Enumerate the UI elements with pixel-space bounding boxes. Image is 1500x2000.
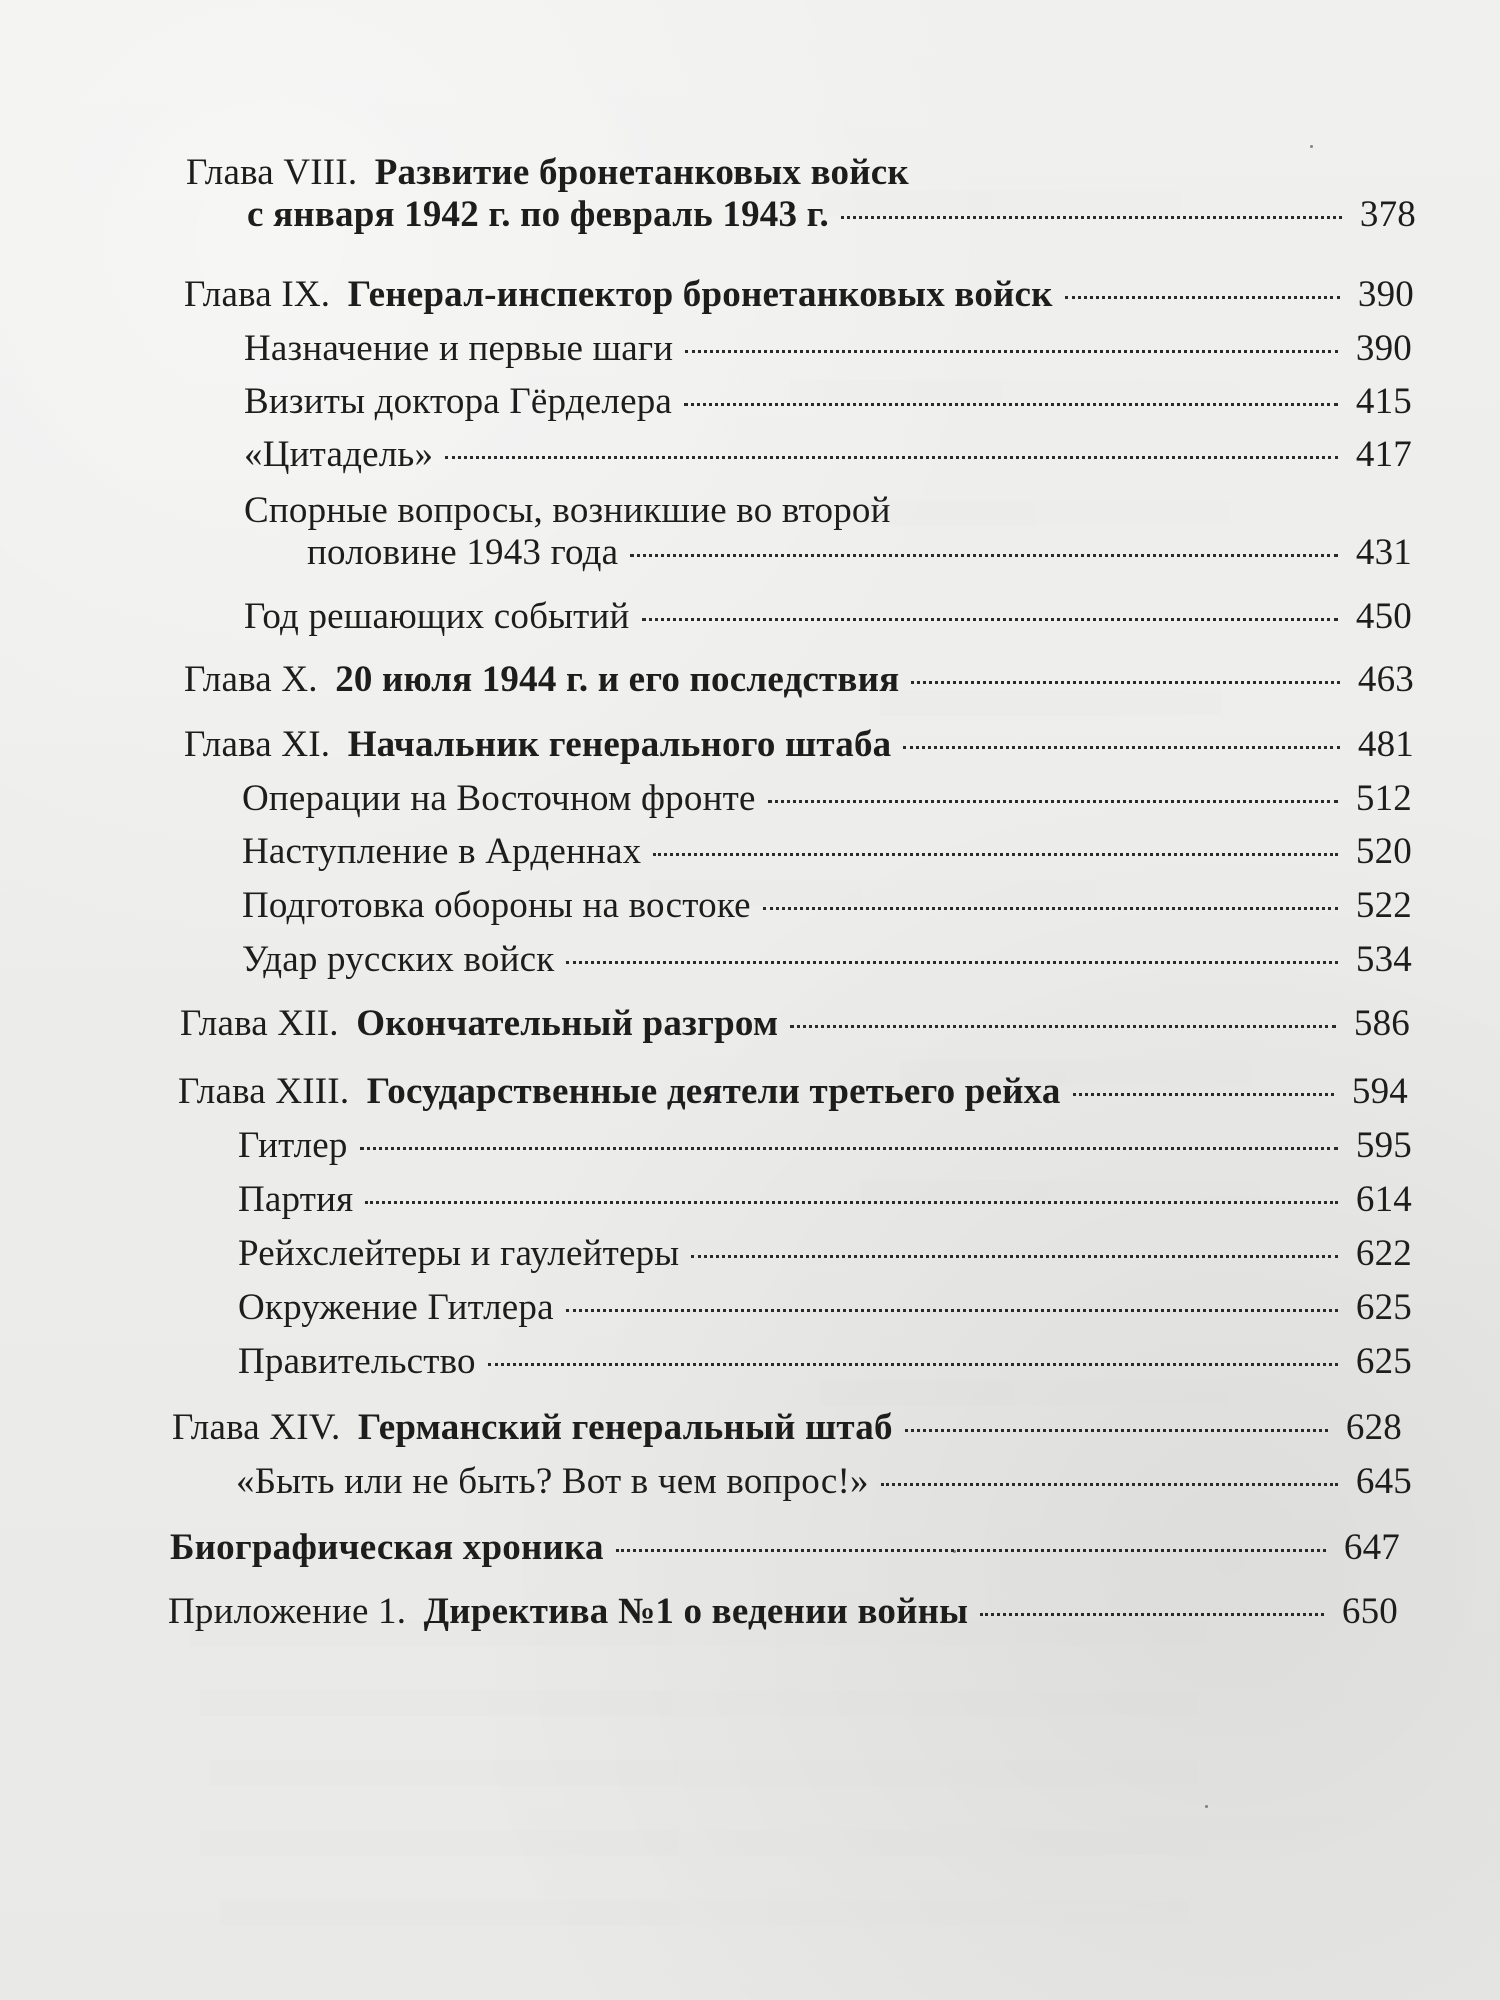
toc-section-eastern-front[interactable] (242, 780, 1412, 822)
section-title-continuation: половине 1943 года (307, 532, 619, 573)
section-title: Удар русских войск (242, 939, 555, 980)
dot-leader (566, 1309, 1338, 1312)
page-number: 614 (1355, 1179, 1412, 1220)
dot-leader (905, 1429, 1328, 1432)
chapter-label: Глава XIV. (172, 1407, 341, 1448)
dot-leader (980, 1613, 1324, 1616)
toc-entry-chapter-9[interactable] (184, 276, 1414, 318)
section-title: «Цитадель» (244, 434, 434, 475)
chapter-title-continuation: с января 1942 г. по февраль 1943 г. (247, 194, 829, 235)
page-number: 463 (1357, 659, 1414, 700)
toc-entry-biographical-chronicle[interactable] (170, 1529, 1400, 1571)
paper-speck (1310, 145, 1313, 148)
dot-leader (642, 618, 1338, 621)
toc-section-disputed-questions[interactable] (244, 492, 1412, 576)
section-title: Назначение и первые шаги (244, 328, 674, 369)
toc-entry-chapter-13[interactable] (178, 1073, 1408, 1115)
chapter-title: Окончательный разгром (356, 1003, 779, 1044)
page-number: 415 (1355, 381, 1412, 422)
chapter-title: Начальник генерального штаба (347, 724, 892, 765)
page-number: 650 (1341, 1591, 1398, 1632)
section-title: Окружение Гитлера (238, 1287, 554, 1328)
dot-leader (685, 350, 1338, 353)
page-number: 417 (1355, 434, 1412, 475)
toc-entry-chapter-10[interactable] (184, 661, 1414, 703)
chapter-label: Глава IX. (184, 274, 331, 315)
dot-leader (684, 403, 1338, 406)
toc-section-defense-east[interactable] (242, 887, 1412, 929)
page-number: 378 (1359, 194, 1416, 235)
chapter-label: Глава VIII. (186, 152, 358, 193)
section-title: Спорные вопросы, возникшие во второй (244, 490, 891, 531)
dot-leader (691, 1255, 1338, 1258)
dot-leader (360, 1147, 1338, 1150)
toc-entry-chapter-11[interactable] (184, 726, 1414, 768)
page-number: 586 (1353, 1003, 1410, 1044)
dot-leader (653, 853, 1338, 856)
toc-section-reichsleiters[interactable] (238, 1235, 1412, 1277)
toc-section-government[interactable] (238, 1343, 1412, 1385)
toc-section-hitler-circle[interactable] (238, 1289, 1412, 1331)
page-number: 390 (1355, 328, 1412, 369)
page-number: 645 (1355, 1461, 1412, 1502)
chapter-title: Развитие бронетанковых войск (374, 152, 909, 193)
appendix-title: Директива №1 о ведении войны (423, 1591, 969, 1632)
dot-leader (768, 800, 1338, 803)
toc-section-party[interactable] (238, 1181, 1412, 1223)
toc-entry-appendix-1[interactable] (168, 1593, 1398, 1635)
chapter-title: Германский генеральный штаб (357, 1407, 893, 1448)
dot-leader (365, 1201, 1338, 1204)
dot-leader (1065, 296, 1340, 299)
toc-section-appointment[interactable] (244, 330, 1412, 372)
chapter-label: Глава XII. (180, 1003, 339, 1044)
page-number: 625 (1355, 1287, 1412, 1328)
section-title: Партия (238, 1179, 354, 1220)
page-number: 625 (1355, 1341, 1412, 1382)
page-number: 622 (1355, 1233, 1412, 1274)
appendix-label: Приложение 1. (168, 1591, 407, 1632)
page-number: 450 (1355, 596, 1412, 637)
toc-section-citadel[interactable] (244, 436, 1412, 478)
toc-section-to-be-or-not[interactable] (236, 1463, 1412, 1505)
chapter-title: Государственные деятели третьего рейха (366, 1071, 1061, 1112)
section-title: Гитлер (238, 1125, 348, 1166)
page-number: 520 (1355, 831, 1412, 872)
page-number: 390 (1357, 274, 1414, 315)
section-title: Визиты доктора Гёрделера (244, 381, 673, 422)
chapter-title: Биографическая хроника (170, 1527, 604, 1568)
dot-leader (445, 456, 1338, 459)
section-title: Наступление в Арденнах (242, 831, 642, 872)
page-number: 481 (1357, 724, 1414, 765)
section-title: «Быть или не быть? Вот в чем вопрос!» (236, 1461, 869, 1502)
toc-entry-chapter-8[interactable] (186, 154, 1416, 238)
toc-section-decisive-year[interactable] (244, 598, 1412, 640)
toc-entry-chapter-14[interactable] (172, 1409, 1402, 1451)
dot-leader (1073, 1093, 1334, 1096)
page-number: 522 (1355, 885, 1412, 926)
chapter-title: Генерал-инспектор бронетанковых войск (347, 274, 1053, 315)
dot-leader (903, 746, 1340, 749)
toc-entry-chapter-12[interactable] (180, 1005, 1410, 1047)
dot-leader (911, 681, 1340, 684)
page-number: 595 (1355, 1125, 1412, 1166)
dot-leader (763, 907, 1338, 910)
page-number: 594 (1351, 1071, 1408, 1112)
toc-section-ardennes[interactable] (242, 833, 1412, 875)
toc-section-goerdeler-visits[interactable] (244, 383, 1412, 425)
section-title: Операции на Восточном фронте (242, 778, 756, 819)
page-number: 534 (1355, 939, 1412, 980)
dot-leader (488, 1363, 1338, 1366)
dot-leader (616, 1549, 1326, 1552)
dot-leader (630, 554, 1338, 557)
dot-leader (566, 961, 1338, 964)
chapter-label: Глава XI. (184, 724, 331, 765)
toc-section-russian-strike[interactable] (242, 941, 1412, 983)
section-title: Правительство (238, 1341, 476, 1382)
page-number: 512 (1355, 778, 1412, 819)
section-title: Подготовка обороны на востоке (242, 885, 751, 926)
dot-leader (790, 1025, 1336, 1028)
page-number: 647 (1343, 1527, 1400, 1568)
page-number: 628 (1345, 1407, 1402, 1448)
chapter-label: Глава X. (184, 659, 318, 700)
paper-speck (1205, 1805, 1208, 1808)
section-title: Год решающих событий (244, 596, 630, 637)
section-title: Рейхслейтеры и гаулейтеры (238, 1233, 680, 1274)
toc-section-hitler[interactable] (238, 1127, 1412, 1169)
chapter-label: Глава XIII. (178, 1071, 350, 1112)
page-number: 431 (1355, 532, 1412, 573)
dot-leader (881, 1483, 1338, 1486)
chapter-title: 20 июля 1944 г. и его последствия (335, 659, 900, 700)
dot-leader (841, 216, 1342, 219)
